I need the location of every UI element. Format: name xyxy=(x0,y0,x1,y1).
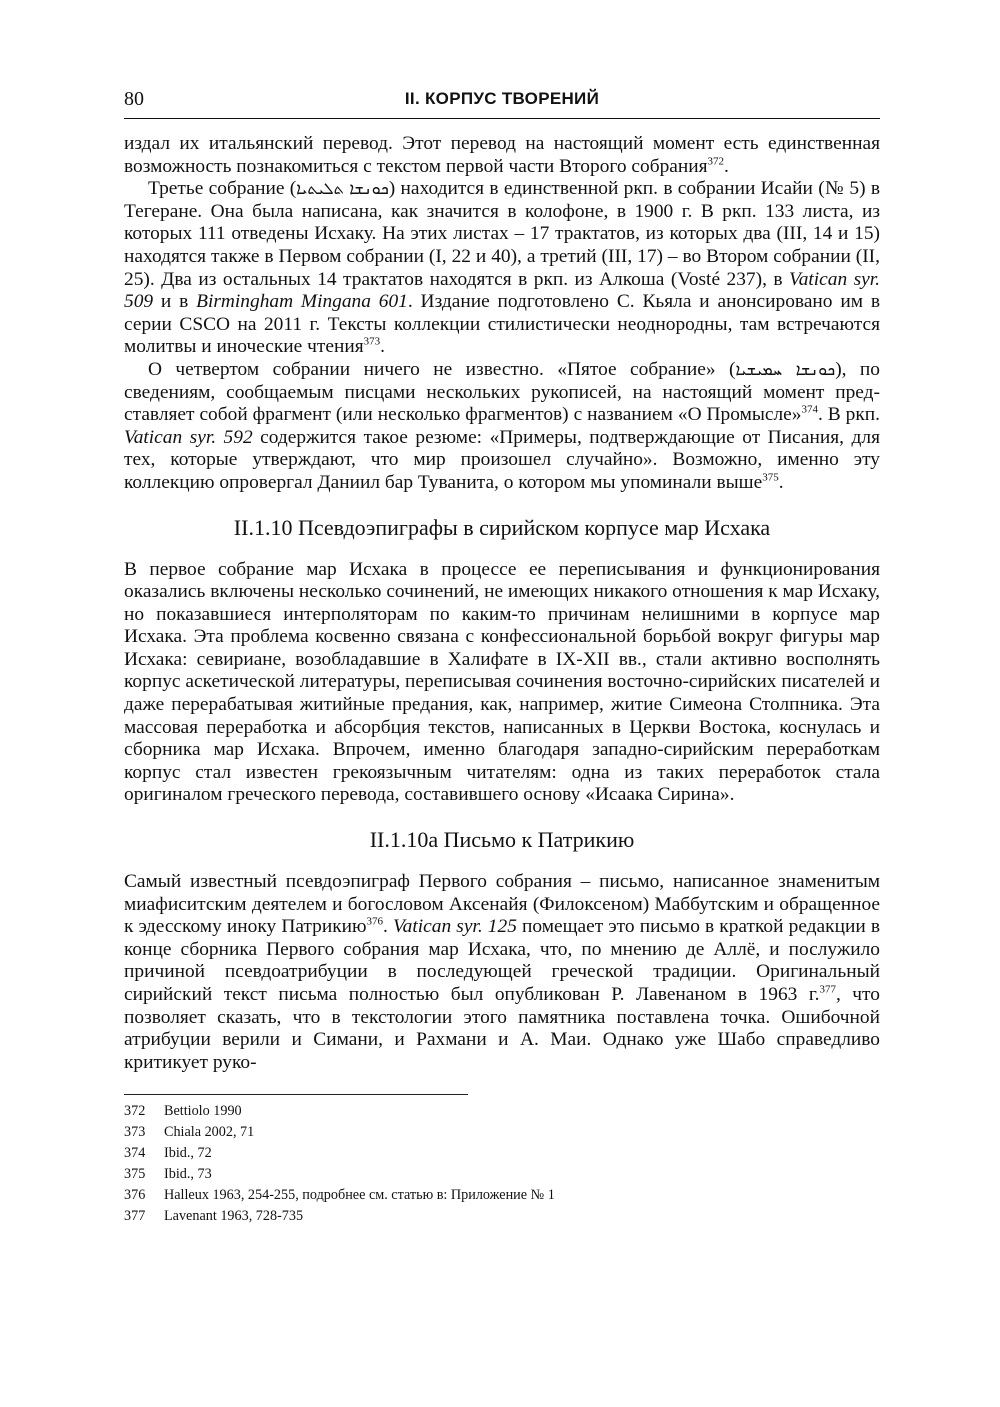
syriac-term: ܟܘܢܫܐ ܬܠܝܬܝܐ xyxy=(296,179,389,199)
manuscript-ref: Vatican syr. 509 xyxy=(124,268,881,313)
footnote-ref[interactable]: 374 xyxy=(801,403,818,416)
manuscript-ref: Vatican syr. 125 xyxy=(392,916,517,938)
footnote xyxy=(124,1122,880,1143)
paragraph: издал их итальянский перевод. Этот перевод на настоящий момент есть единственная возможность познакомиться с текстом первой части Второго собрания$^{372}$. xyxy=(124,133,880,177)
footnote-text: Ibid., 73 xyxy=(164,1166,212,1183)
footnote-ref[interactable]: 375 xyxy=(762,471,779,484)
footnote-number: 377 xyxy=(124,1208,146,1225)
footnote xyxy=(124,1164,880,1185)
paragraph: Самый известный псевдоэпиграф Первого собрания – письмо, написанное знаменитым миафиситским деятелем и богословом Аксенайя (Филоксеном) Маббутским и обращенное к эдесскому иноку Патрикию$^{376}$. Vatican syr. 125 помещает это письмо в краткой редакции в конце сборника Первого собрания мар Исхака, что, по мнению де Аллё, и послужило причиной псевдоатрибуции в последующей греческой традиции. Оригинальный сирийский текст письма полностью был опубликован Р. Лавенаном в 1963 г.$^{377}$, что позволяет сказать, что в текстологии этого памятника поставлена точка. Ошибочной атрибуции верили и Симани, и Рахмани и А. Маи. Однако уже Шабо справедливо критикует руко- xyxy=(124,871,880,1073)
footnote-number: 374 xyxy=(124,1145,146,1162)
syriac-term: ܟܘܢܫܐ ܚܡܝܫܝܐ xyxy=(735,359,836,379)
footnote-ref[interactable]: 376 xyxy=(366,915,383,928)
page-number: 80 xyxy=(124,88,144,110)
footnote-number: 376 xyxy=(124,1187,146,1204)
manuscript-ref: Birmingham Mingana 601 xyxy=(196,291,408,313)
chapter-title: II. КОРПУС ТВОРЕНИЙ xyxy=(404,89,600,108)
paragraph: В первое собрание мар Исхака в процессе ее переписывания и функционирования оказались включены несколько сочинений, не имеющих никакого отношения к мар Исхаку, но показавшиеся интерполяторам по каким-то причинам нелишними в корпусе мар Исхака. Эта проблема косвенно связана с конфессиональной борьбой вокруг фигуры мар Исхака: севириане, возобладавшие в Халифате в IX-XII вв., стали активно восполнять корпус аскетической литературы, переписывая сочинения восточно-сирийских писателей и даже перерабатывая житийные предания, как, например, житие Симеона Столпника. Эта массовая переработка и абсорбция текстов, написанных в Церкви Востока, коснулась и сборника мар Исхака. Впрочем, именно благодаря западно-сирийским переработкам корпус стал известен грекоязычным читателям: одна из таких переработок стала оригиналом греческого перевода, составившего основу «Исаака Сирина». xyxy=(124,558,880,806)
manuscript-ref: Vatican syr. 592 xyxy=(124,426,253,448)
manuscript-ref: Vosté 237 xyxy=(677,268,756,290)
paragraph: О четвертом собрании ничего не известно. «Пятое собрание» (ܟܘܢܫܐ ܚܡܝܫܝܐ), по сведениям, сообщаемым писцами нескольких рукописей, на настоящий момент представляет собой фрагмент (или несколько фрагментов) с названием «О Промысле»$^{374}$. В ркп. Vatican syr. 592 содержится такое резюме: «Примеры, подтверждающие от Писания, для тех, которые утверждают, что мир произошел случайно». Возможно, именно эту коллекцию опровергал Даниил бар Туванита, о котором мы упоминали выше$^{375}$. xyxy=(124,358,881,493)
footnote-number: 375 xyxy=(124,1166,146,1183)
footnote-ref[interactable]: 372 xyxy=(707,155,725,168)
main-text xyxy=(124,133,880,1074)
footnote-text: Chiala 2002, 71 xyxy=(164,1124,255,1141)
footnote-number: 373 xyxy=(124,1124,146,1141)
footnote-number: 372 xyxy=(124,1103,146,1120)
section-heading: II.1.10 Псевдоэпиграфы в сирийском корпусе мар Исхака xyxy=(233,514,771,540)
footnote-text: Ibid., 72 xyxy=(164,1145,212,1162)
running-header xyxy=(124,84,880,119)
footnote xyxy=(124,1101,880,1122)
footnote-text: Bettiolo 1990 xyxy=(164,1103,242,1120)
footnote xyxy=(124,1185,880,1206)
footnotes xyxy=(124,1094,880,1227)
footnote-ref[interactable]: 377 xyxy=(819,983,836,996)
footnote-text: Lavenant 1963, 728-735 xyxy=(164,1208,304,1225)
footnote-rule xyxy=(124,1094,468,1095)
subsection-heading: II.1.10а Письмо к Патрикию xyxy=(369,827,635,853)
book-page xyxy=(124,84,880,1227)
footnote xyxy=(124,1143,880,1164)
footnote xyxy=(124,1206,880,1227)
footnote-text: Halleux 1963, 254-255, подробнее см. статью в: Приложение № 1 xyxy=(164,1187,555,1204)
paragraph: Третье собрание (ܟܘܢܫܐ ܬܠܝܬܝܐ) находится в единственной ркп. в собрании Исайи (№ 5) в Тегеране. Она была написана, как значится в колофоне, в 1900 г. В ркп. 133 листа, из которых 111 отведены Исхаку. На этих листах – 17 трактатов, из которых два (III, 14 и 15) находятся также в Первом собрании (I, 22 и 40), а третий (III, 17) – во Втором собрании (II, 25). Два из остальных 14 трактатов находятся в ркп. из Алкоша (Vosté 237), в Vatican syr. 509 и в Birmingham Mingana 601. Издание подготовлено С. Кьяла и анонсировано им в серии CSCO на 2011 г. Тексты коллекции стилистически неоднородны, там встречаются молитвы и иноческие чтения$^{373}$. xyxy=(124,178,881,358)
footnote-ref[interactable]: 373 xyxy=(363,335,381,348)
